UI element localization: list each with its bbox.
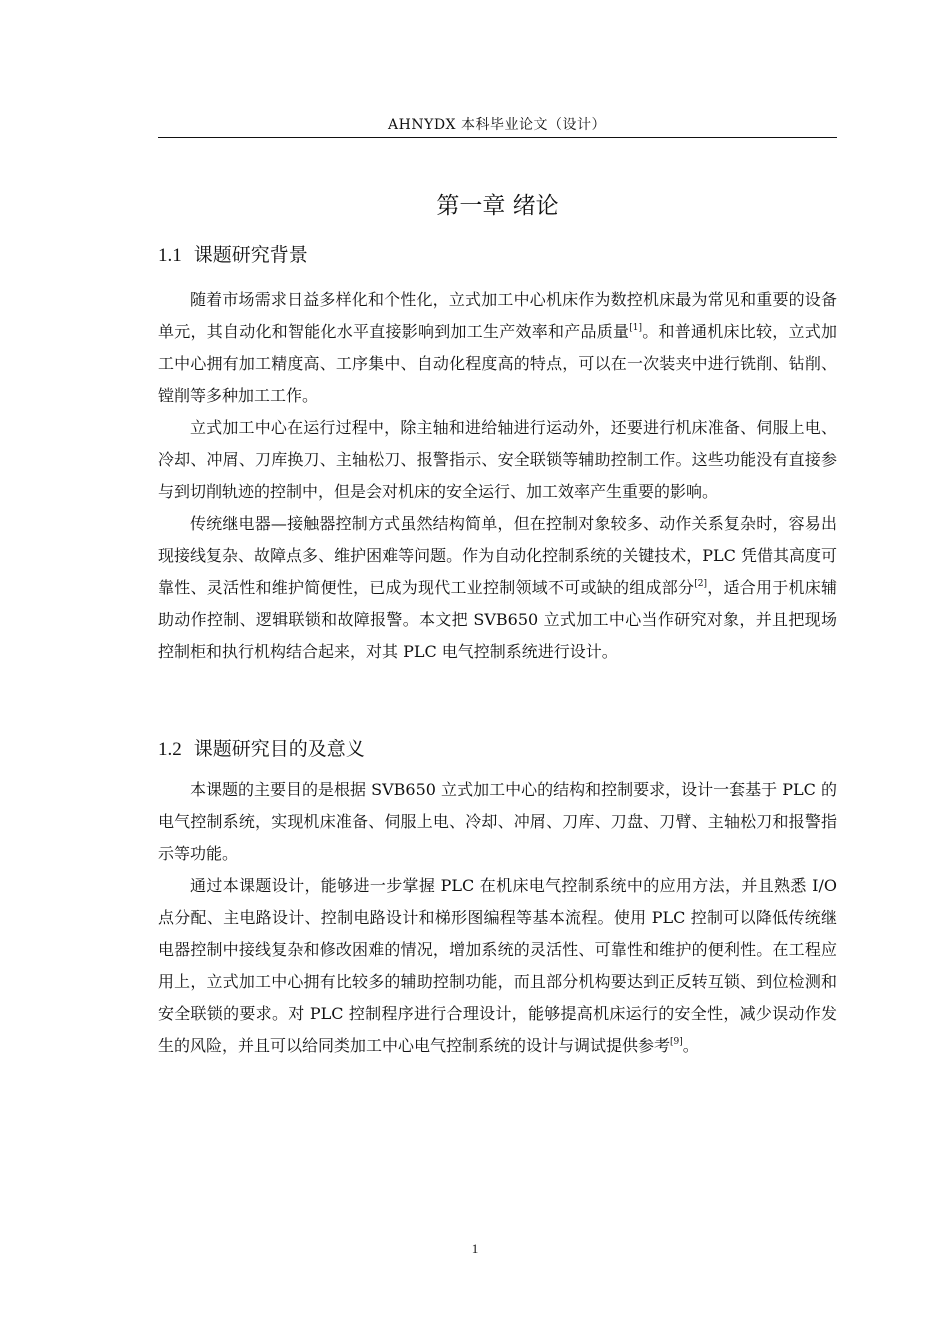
- paragraph: [158, 284, 837, 412]
- section-body-1-1: [158, 284, 837, 668]
- section-title-text: 课题研究目的及意义: [193, 738, 365, 760]
- section-number: 1.2: [158, 739, 182, 760]
- citation-ref: [2]: [694, 579, 707, 589]
- paragraph: [158, 412, 837, 508]
- paragraph-text: 立式加工中心在运行过程中，除主轴和进给轴进行运动外，还要进行机床准备、伺服上电、冷却、冲屑、刀库换刀、主轴松刀、报警指示、安全联锁等辅助控制工作。这些功能没有直接参与到切削轨迹的控制中，但是会对机床的安全运行、加工效率产生重要的影响。: [158, 418, 837, 501]
- section-heading-1-1: [158, 241, 308, 270]
- paragraph-text: 随着市场需求日益多样化和个性化，立式加工中心机床作为数控机床最为常见和重要的设备单元，其自动化和智能化水平直接影响到加工生产效率和产品质量: [158, 290, 837, 341]
- chapter-title: 第一章 绪论: [436, 193, 559, 219]
- section-heading-1-2: [158, 735, 365, 764]
- citation-ref: [1]: [629, 323, 642, 333]
- paragraph-text: 通过本课题设计，能够进一步掌握 PLC 在机床电气控制系统中的应用方法，并且熟悉 I/O 点分配、主电路设计、控制电路设计和梯形图编程等基本流程。使用 PLC 控制可以降低传统继电器控制中接线复杂和修改困难的情况，增加系统的灵活性、可靠性和维护的便利性。在工程应用上，立式加工中心拥有比较多的辅助控制功能，而且部分机构要达到正反转互锁、到位检测和安全联锁的要求。对 PLC 控制程序进行合理设计，能够提高机床运行的安全性，减少误动作发生的风险，并且可以给同类加工中心电气控制系统的设计与调试提供参考: [158, 876, 837, 1055]
- paragraph-text: 传统继电器—接触器控制方式虽然结构简单，但在控制对象较多、动作关系复杂时，容易出现接线复杂、故障点多、维护困难等问题。作为自动化控制系统的关键技术，PLC 凭借其高度可靠性、灵活性和维护简便性，已成为现代工业控制领域不可或缺的组成部分: [158, 514, 837, 597]
- section-number: 1.1: [158, 245, 182, 266]
- paragraph: [158, 870, 837, 1062]
- page-number: 1: [471, 1241, 479, 1256]
- section-title-text: 课题研究背景: [193, 244, 308, 266]
- paragraph-text: ，适合用于机床辅助动作控制、逻辑联锁和故障报警。本文把 SVB650 立式加工中心当作研究对象，并且把现场控制柜和执行机构结合起来，对其 PLC 电气控制系统进行设计。: [158, 578, 837, 661]
- paragraph-text: 。和普通机床比较，立式加工中心拥有加工精度高、工序集中、自动化程度高的特点，可以在一次装夹中进行铣削、钻削、镗削等多种加工工作。: [158, 322, 837, 405]
- section-body-1-2: [158, 774, 837, 1062]
- paragraph-text: 本课题的主要目的是根据 SVB650 立式加工中心的结构和控制要求，设计一套基于 PLC 的电气控制系统，实现机床准备、伺服上电、冷却、冲屑、刀库、刀盘、刀臂、主轴松刀和报警指示等功能。: [158, 780, 837, 863]
- paragraph: [158, 508, 837, 668]
- header-divider: [158, 137, 837, 138]
- paragraph-text: 。: [682, 1036, 699, 1055]
- paragraph: [158, 774, 837, 870]
- running-header: AHNYDX 本科毕业论文（设计）: [388, 117, 606, 133]
- citation-ref: [9]: [670, 1037, 683, 1047]
